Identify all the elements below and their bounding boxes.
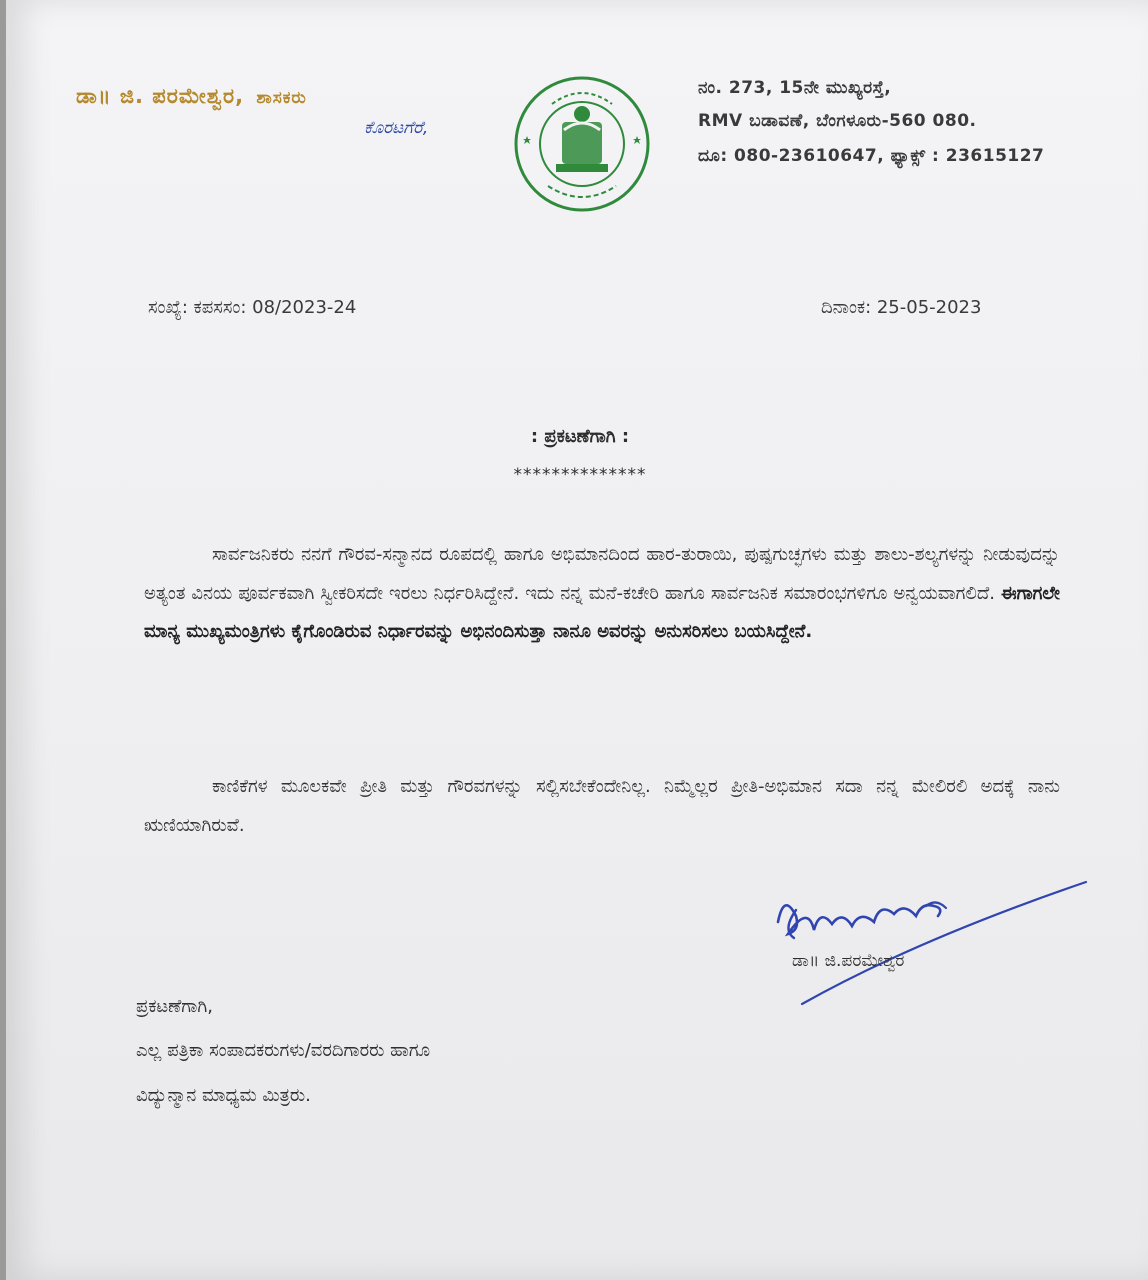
letter-sheet: [6, 0, 1148, 1280]
contact-line: ದೂ: 080-23610647, ಫ್ಯಾಕ್ಸ್ : 23615127: [698, 146, 1045, 166]
body-paragraph-1: [144, 536, 1060, 652]
constituency-label: ಕೊರಟಗೆರೆ,: [364, 118, 429, 138]
body-paragraph-2: ಕಾಣಿಕೆಗಳ ಮೂಲಕವೇ ಪ್ರೀತಿ ಮತ್ತು ಗೌರವಗಳನ್ನು ಸಲ್ಲಿಸಬೇಕೆಂದೇನಿಲ್ಲ. ನಿಮ್ಮೆಲ್ಲರ ಪ್ರೀತಿ-ಅಭಿಮಾನ ಸದಾ ನನ್ನ ಮೇಲಿರಲಿ ಅದಕ್ಕೆ ನಾನು ಋಣಿಯಾಗಿರುವೆ.: [144, 776, 1060, 836]
emblem-icon: [512, 74, 652, 214]
letter-date: ದಿನಾಂಕ: 25-05-2023: [821, 297, 982, 318]
paragraph-1-text: ಸಾರ್ವಜನಿಕರು ನನಗೆ ಗೌರವ-ಸನ್ಮಾನದ ರೂಪದಲ್ಲಿ ಹಾಗೂ ಅಭಿಮಾನದಿಂದ ಹಾರ-ತುರಾಯಿ, ಪುಷ್ಪಗುಚ್ಛಗಳು ಮತ್ತು ಶಾಲು-ಶಲ್ಯಗಳನ್ನು ನೀಡುವುದನ್ನು ಅತ್ಯಂತ ವಿನಯ ಪೂರ್ವಕವಾಗಿ ಸ್ವೀಕರಿಸದೇ ಇರಲು ನಿರ್ಧರಿಸಿದ್ದೇನೆ. ಇದು ನನ್ನ ಮನೆ-ಕಚೇರಿ ಹಾಗೂ ಸಾರ್ವಜನಿಕ ಸಮಾರಂಭಗಳಿಗೂ ಅನ್ವಯವಾಗಲಿದೆ.: [144, 544, 1060, 604]
address-line-2: RMV ಬಡಾವಣೆ, ಬೆಂಗಳೂರು-560 080.: [698, 111, 977, 131]
signature-icon: [766, 870, 1096, 1010]
address-line-1: ನಂ. 273, 15ನೇ ಮುಖ್ಯರಸ್ತೆ,: [698, 78, 892, 98]
sender-name: [76, 84, 307, 109]
recipient-line-3: ವಿದ್ಯುನ್ಮಾನ ಮಾಧ್ಯಮ ಮಿತ್ರರು.: [136, 1085, 311, 1106]
reference-number: ಸಂಖ್ಯೆ: ಕಪಸಸಂ: 08/2023-24: [148, 297, 357, 318]
press-release-heading: : ಪ್ರಕಟಣೆಗಾಗಿ :: [530, 426, 630, 447]
signatory-name: ಡಾ॥ ಜಿ.ಪರಮೇಶ್ವರ: [792, 951, 905, 971]
recipient-line-1: ಪ್ರಕಟಣೆಗಾಗಿ,: [136, 996, 213, 1017]
heading-separator: **************: [513, 465, 647, 485]
sender-name-text: ಡಾ॥ ಜಿ. ಪರಮೇಶ್ವರ,: [76, 84, 245, 108]
sender-title: ಶಾಸಕರು: [256, 88, 307, 108]
recipient-line-2: ಎಲ್ಲ ಪತ್ರಿಕಾ ಸಂಪಾದಕರುಗಳು/ವರದಿಗಾರರು ಹಾಗೂ: [136, 1040, 431, 1061]
paragraph-1-bold-text: ಈಗಾಗಲೇ ಮಾನ್ಯ ಮುಖ್ಯಮಂತ್ರಿಗಳು ಕೈಗೊಂಡಿರುವ ನಿರ್ಧಾರವನ್ನು ಅಭಿನಂದಿಸುತ್ತಾ ನಾನೂ ಅವರನ್ನು ಅನುಸರಿಸಲು ಬಯಸಿದ್ದೇನೆ.: [144, 582, 1060, 642]
